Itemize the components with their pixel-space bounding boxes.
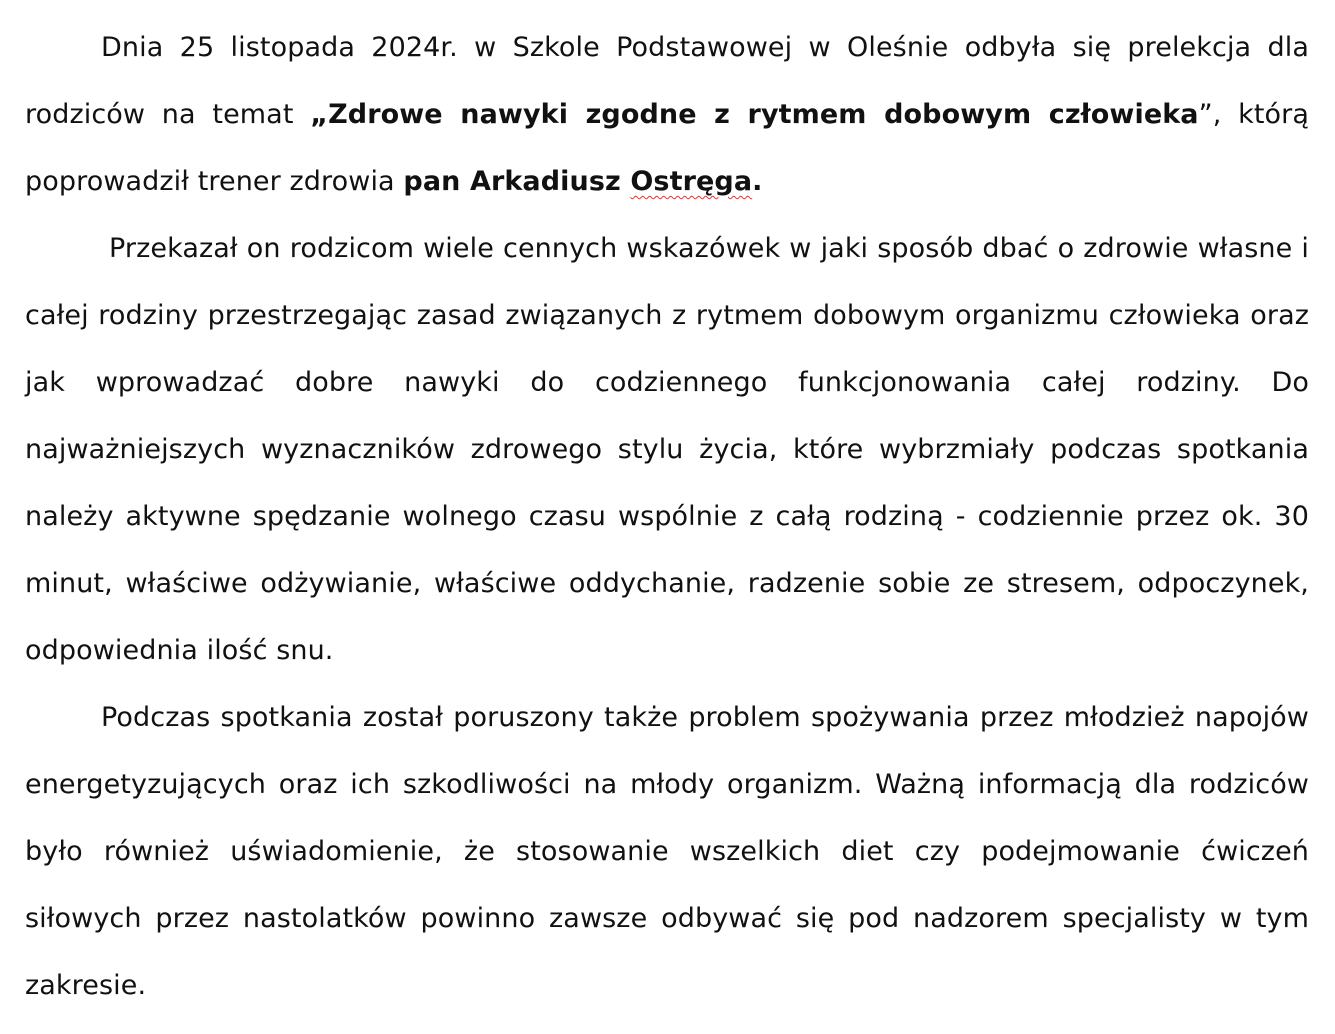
- paragraph-1-end-period: .: [752, 166, 763, 197]
- lecture-topic: „Zdrowe nawyki zgodne z rytmem dobowym człowieka: [310, 99, 1199, 130]
- paragraph-1: [25, 14, 1309, 215]
- paragraph-2-text: Przekazał on rodzicom wiele cennych wskazówek w jaki sposób dbać o zdrowie własne i całej rodziny przestrzegając zasad związanych z rytmem dobowym organizmu człowieka oraz jak wprowadzać dobre nawyki do codziennego funkcjonowania całej rodziny. Do najważniejszych wyznaczników zdrowego stylu życia, które wybrzmiały podczas spotkania należy aktywne spędzanie wolnego czasu wspólnie z całą rodziną - codziennie przez ok. 30 minut, właściwe odżywianie, właściwe oddychanie, radzenie sobie ze stresem, odpoczynek, odpowiednia ilość snu.: [25, 233, 1309, 666]
- paragraph-1-intro-text: Dnia 25 listopada 2024r. w Szkole Podstawowej w Oleśnie odbyła się prelekcja dla rodziców na temat: [25, 32, 1309, 130]
- paragraph-3: [25, 684, 1309, 1019]
- document-body: [25, 14, 1309, 1019]
- speaker-surname-misspelling-marked: Ostręga: [630, 166, 753, 197]
- paragraph-1-middle-text: ”, którą poprowadził trener zdrowia: [25, 99, 1310, 197]
- paragraph-2: [25, 215, 1309, 684]
- speaker-name-prefix: pan Arkadiusz: [403, 166, 631, 197]
- paragraph-3-text: Podczas spotkania został poruszony także problem spożywania przez młodzież napojów energetyzujących oraz ich szkodliwości na młody organizm. Ważną informacją dla rodziców było również uświadomienie, że stosowanie wszelkich diet czy podejmowanie ćwiczeń siłowych przez nastolatków powinno zawsze odbywać się pod nadzorem specjalisty w tym zakresie.: [25, 702, 1309, 1001]
